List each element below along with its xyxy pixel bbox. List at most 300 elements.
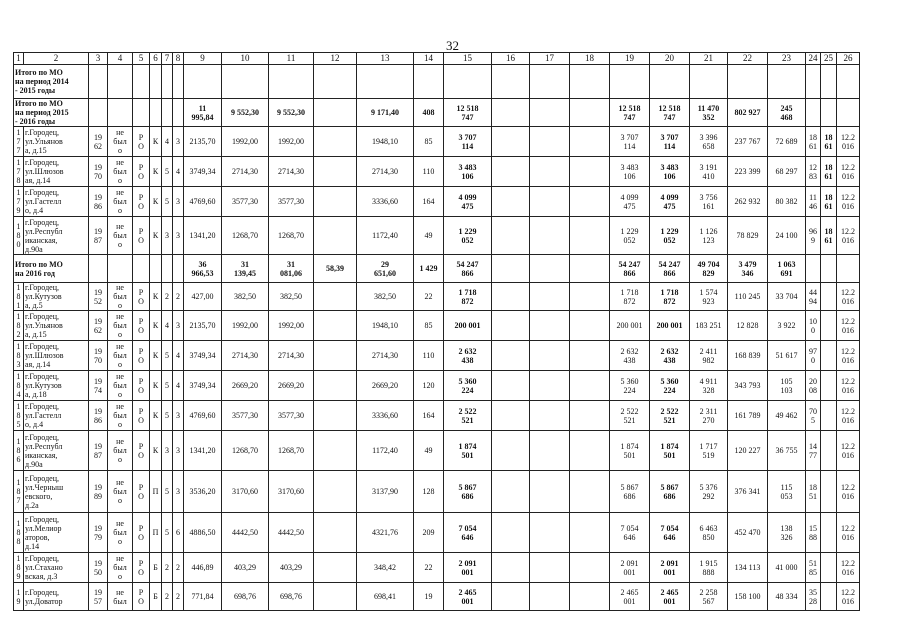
table-cell [821, 255, 837, 283]
header-cell: 3 [89, 53, 108, 65]
table-cell: 3 [173, 431, 184, 471]
table-cell: 2 522 521 [650, 401, 690, 431]
table-cell: 5 360 224 [650, 371, 690, 401]
table-cell: 1992,00 [222, 127, 269, 157]
table-cell: 3 [162, 217, 173, 255]
table-cell: 12.2 016 [837, 431, 860, 471]
table-cell: 4 099 475 [444, 187, 492, 217]
table-cell: 2 091 001 [610, 553, 650, 583]
table-cell [570, 187, 610, 217]
table-cell: 9 552,30 [222, 99, 269, 127]
table-cell: 3 [173, 471, 184, 513]
table-cell: г.Городец, ул.Республ иканская, д.90а [24, 431, 89, 471]
table-cell: К [150, 217, 162, 255]
table-cell: 2 091 001 [650, 553, 690, 583]
table-cell: 4 [162, 311, 173, 341]
table-cell: не был о [108, 283, 133, 311]
table-cell: 802 927 [728, 99, 768, 127]
table-cell: 3 396 658 [690, 127, 728, 157]
table-cell: 408 [414, 99, 444, 127]
table-cell [530, 217, 570, 255]
table-cell [108, 99, 133, 127]
table-cell: г.Городец, ул.Кутузов а, д.5 [24, 283, 89, 311]
table-cell: 446,89 [184, 553, 222, 583]
table-cell: 382,50 [222, 283, 269, 311]
table-cell [492, 431, 530, 471]
table-cell: Р О [133, 217, 150, 255]
table-cell: Р О [133, 341, 150, 371]
table-cell: Р О [133, 431, 150, 471]
table-cell: 19 86 [89, 187, 108, 217]
table-cell: не был о [108, 401, 133, 431]
table-cell: 1341,20 [184, 431, 222, 471]
table-cell [492, 311, 530, 341]
header-cell: 2 [24, 53, 89, 65]
table-cell: 54 247 866 [650, 255, 690, 283]
table-cell: 3336,60 [357, 401, 414, 431]
table-cell: 11 995,84 [184, 99, 222, 127]
table-cell: 19 52 [89, 283, 108, 311]
table-cell: не был о [108, 341, 133, 371]
table-cell: Р О [133, 127, 150, 157]
table-cell: К [150, 187, 162, 217]
table-cell [530, 513, 570, 553]
table-cell: 1992,00 [269, 311, 314, 341]
table-cell: 2 522 521 [444, 401, 492, 431]
table-cell: К [150, 431, 162, 471]
table-cell: г.Городец, ул.Кутузов а, д.18 [24, 371, 89, 401]
table-cell: 5 [162, 471, 173, 513]
table-cell [570, 471, 610, 513]
table-cell: 18 51 [806, 471, 821, 513]
table-cell: 3 479 346 [728, 255, 768, 283]
table-cell [162, 255, 173, 283]
table-cell: 110 245 [728, 283, 768, 311]
table-cell: 1 8 7 [14, 471, 24, 513]
table-cell [837, 99, 860, 127]
table-cell [444, 65, 492, 99]
table-cell: 19 89 [89, 471, 108, 513]
table-row [14, 371, 860, 401]
table-cell [492, 157, 530, 187]
table-cell: 9 552,30 [269, 99, 314, 127]
table-cell: 3137,90 [357, 471, 414, 513]
table-cell [269, 65, 314, 99]
table-cell [821, 513, 837, 553]
table-cell: 3336,60 [357, 187, 414, 217]
table-cell: г.Городец, ул.Ульянов а, д.15 [24, 127, 89, 157]
table-cell: 3 [173, 187, 184, 217]
table-cell [492, 553, 530, 583]
table-cell [821, 431, 837, 471]
table-cell: 5 [162, 157, 173, 187]
page-number: 32 [446, 38, 459, 53]
table-cell: 11 46 [806, 187, 821, 217]
table-cell: 85 [414, 127, 444, 157]
table-cell [133, 255, 150, 283]
table-cell: 343 793 [728, 371, 768, 401]
data-table [13, 52, 860, 611]
table-cell [530, 583, 570, 611]
table-cell: 2669,20 [222, 371, 269, 401]
table-cell: 12.2 016 [837, 157, 860, 187]
table-cell: г.Городец, ул.Мелиор аторов, д.14 [24, 513, 89, 553]
table-cell: 12.2 016 [837, 311, 860, 341]
table-cell: не был о [108, 371, 133, 401]
table-cell [570, 431, 610, 471]
table-cell: не был о [108, 471, 133, 513]
table-cell: 2 [173, 283, 184, 311]
table-cell: 12.2 016 [837, 341, 860, 371]
table-cell [108, 65, 133, 99]
table-cell: не был о [108, 217, 133, 255]
table-cell: 245 468 [768, 99, 806, 127]
header-cell: 15 [444, 53, 492, 65]
table-cell: не был о [108, 513, 133, 553]
table-cell: 2135,70 [184, 311, 222, 341]
table-cell: 12.2 016 [837, 583, 860, 611]
table-cell [314, 99, 357, 127]
table-cell: 3577,30 [269, 401, 314, 431]
table-cell [530, 471, 570, 513]
table-cell: Р О [133, 157, 150, 187]
table-cell: 2714,30 [269, 341, 314, 371]
table-cell: 18 61 [821, 127, 837, 157]
table-cell: 97 0 [806, 341, 821, 371]
table-cell [530, 341, 570, 371]
table-cell: 3 [173, 401, 184, 431]
table-cell: 2 411 982 [690, 341, 728, 371]
table-cell: 2 [162, 553, 173, 583]
table-cell [492, 513, 530, 553]
table-cell: 19 86 [89, 401, 108, 431]
table-cell: 1 718 872 [650, 283, 690, 311]
header-cell: 7 [162, 53, 173, 65]
table-cell: 24 100 [768, 217, 806, 255]
table-cell: 6 [173, 513, 184, 553]
table-cell [173, 99, 184, 127]
table-cell [570, 311, 610, 341]
table-cell [492, 471, 530, 513]
table-cell: 209 [414, 513, 444, 553]
table-cell [570, 401, 610, 431]
table-cell: 12.2 016 [837, 471, 860, 513]
table-cell: 120 227 [728, 431, 768, 471]
table-row [14, 187, 860, 217]
table-cell: г.Городец, ул.Республ иканская, д.90а [24, 217, 89, 255]
table-cell: 1 229 052 [444, 217, 492, 255]
table-cell: 698,41 [357, 583, 414, 611]
table-cell: 452 470 [728, 513, 768, 553]
table-cell: 5 360 224 [610, 371, 650, 401]
table-cell: 1992,00 [222, 311, 269, 341]
table-cell: 1 874 501 [650, 431, 690, 471]
table-cell [530, 255, 570, 283]
table-cell: 3 707 114 [444, 127, 492, 157]
table-cell: 1 8 8 [14, 513, 24, 553]
table-cell: К [150, 341, 162, 371]
header-cell: 23 [768, 53, 806, 65]
table-cell [173, 65, 184, 99]
table-cell: 200 001 [610, 311, 650, 341]
table-cell: 2 [173, 553, 184, 583]
table-cell [530, 127, 570, 157]
table-cell: Итого по МО на период 2015 - 2016 годы [14, 99, 89, 127]
table-cell: 31 139,45 [222, 255, 269, 283]
table-cell: Р О [133, 553, 150, 583]
table-cell: Р О [133, 471, 150, 513]
table-cell: 2 [162, 283, 173, 311]
table-cell: г.Городец, ул.Доватор [24, 583, 89, 611]
table-cell: П [150, 513, 162, 553]
table-cell [821, 99, 837, 127]
table-cell: 3 483 106 [650, 157, 690, 187]
table-cell: 22 [414, 553, 444, 583]
table-cell: 1 8 3 [14, 341, 24, 371]
table-cell [650, 65, 690, 99]
table-cell [414, 65, 444, 99]
table-cell: 2 311 270 [690, 401, 728, 431]
table-cell [492, 371, 530, 401]
header-cell: 25 [821, 53, 837, 65]
table-cell [570, 513, 610, 553]
table-cell: 2 632 438 [610, 341, 650, 371]
table-cell: 2135,70 [184, 127, 222, 157]
table-cell: 3 [173, 311, 184, 341]
table-cell: 19 70 [89, 341, 108, 371]
table-cell: 2 632 438 [444, 341, 492, 371]
header-cell: 14 [414, 53, 444, 65]
table-cell: 49 [414, 431, 444, 471]
table-cell: не был о [108, 157, 133, 187]
table-cell: 4442,50 [222, 513, 269, 553]
table-cell [314, 283, 357, 311]
table-row [14, 217, 860, 255]
table-cell [530, 99, 570, 127]
table-cell: 134 113 [728, 553, 768, 583]
table-cell: 2669,20 [357, 371, 414, 401]
header-cell: 22 [728, 53, 768, 65]
table-cell: 1268,70 [222, 431, 269, 471]
table-cell: 3 [173, 127, 184, 157]
table-cell: 183 251 [690, 311, 728, 341]
header-cell: 9 [184, 53, 222, 65]
table-cell: 18 61 [806, 127, 821, 157]
table-cell: не был о [108, 311, 133, 341]
table-cell [570, 553, 610, 583]
table-cell: 20 08 [806, 371, 821, 401]
table-cell: 14 77 [806, 431, 821, 471]
table-cell: 1 915 888 [690, 553, 728, 583]
table-cell [492, 283, 530, 311]
table-cell [837, 255, 860, 283]
table-cell: 4 911 328 [690, 371, 728, 401]
table-cell: 200 001 [444, 311, 492, 341]
table-cell: 18 61 [821, 217, 837, 255]
table-cell: 2 091 001 [444, 553, 492, 583]
table-cell: 5 376 292 [690, 471, 728, 513]
table-cell: 1 874 501 [610, 431, 650, 471]
table-cell: 5 [162, 371, 173, 401]
table-cell: г.Городец, ул.Стахано вская, д.3 [24, 553, 89, 583]
table-cell [570, 217, 610, 255]
table-cell: 36 966,53 [184, 255, 222, 283]
table-cell: 1 718 872 [610, 283, 650, 311]
table-cell: 29 651,60 [357, 255, 414, 283]
table-cell: 35 28 [806, 583, 821, 611]
table-cell: г.Городец, ул.Гастелл о, д.4 [24, 187, 89, 217]
table-cell: К [150, 157, 162, 187]
table-cell [570, 99, 610, 127]
table-cell: 1 8 2 [14, 311, 24, 341]
table-cell: 2 632 438 [650, 341, 690, 371]
table-cell: 72 689 [768, 127, 806, 157]
table-cell: 19 50 [89, 553, 108, 583]
table-cell [837, 65, 860, 99]
table-cell [821, 311, 837, 341]
table-row [14, 553, 860, 583]
table-cell: Б [150, 553, 162, 583]
table-cell: 12.2 016 [837, 371, 860, 401]
table-cell: 12.2 016 [837, 187, 860, 217]
table-cell: 1341,20 [184, 217, 222, 255]
table-cell [492, 341, 530, 371]
table-row [14, 157, 860, 187]
table-row [14, 513, 860, 553]
table-cell: 19 70 [89, 157, 108, 187]
table-cell: 4321,76 [357, 513, 414, 553]
table-cell [314, 217, 357, 255]
table-cell [150, 255, 162, 283]
table-cell: Р О [133, 371, 150, 401]
table-cell: 85 [414, 311, 444, 341]
table-cell [530, 371, 570, 401]
table-cell: г.Городец, ул.Гастелл о, д.4 [24, 401, 89, 431]
table-cell [570, 157, 610, 187]
table-cell: г.Городец, ул.Ульянов а, д.15 [24, 311, 89, 341]
table-cell [314, 513, 357, 553]
table-cell: 19 79 [89, 513, 108, 553]
table-cell [570, 583, 610, 611]
table-cell: 41 000 [768, 553, 806, 583]
table-cell: 698,76 [222, 583, 269, 611]
table-cell: 49 462 [768, 401, 806, 431]
table-cell [806, 65, 821, 99]
table-cell: К [150, 371, 162, 401]
table-cell [314, 341, 357, 371]
table-cell: 49 704 829 [690, 255, 728, 283]
table-cell: Р О [133, 583, 150, 611]
total-row [14, 255, 860, 283]
table-cell: 3577,30 [269, 187, 314, 217]
table-row [14, 431, 860, 471]
table-cell: 7 054 646 [444, 513, 492, 553]
header-cell: 6 [150, 53, 162, 65]
table-cell: 1 063 691 [768, 255, 806, 283]
table-cell [89, 65, 108, 99]
table-cell: 3 [162, 431, 173, 471]
table-cell [821, 471, 837, 513]
table-cell: 4 099 475 [610, 187, 650, 217]
table-cell: 1 718 872 [444, 283, 492, 311]
table-cell: 3 922 [768, 311, 806, 341]
table-cell: 12 518 747 [444, 99, 492, 127]
table-cell: 376 341 [728, 471, 768, 513]
table-cell: 12 518 747 [610, 99, 650, 127]
table-cell [821, 283, 837, 311]
table-cell: 31 081,06 [269, 255, 314, 283]
table-cell [690, 65, 728, 99]
table-cell [162, 65, 173, 99]
table-cell: 4769,60 [184, 187, 222, 217]
table-cell: Р О [133, 513, 150, 553]
table-cell: 11 470 352 [690, 99, 728, 127]
table-cell [821, 371, 837, 401]
table-cell: 1 8 5 [14, 401, 24, 431]
table-cell [314, 471, 357, 513]
table-cell [314, 553, 357, 583]
header-cell: 26 [837, 53, 860, 65]
table-cell [530, 553, 570, 583]
table-cell: 2 465 001 [650, 583, 690, 611]
table-cell [570, 371, 610, 401]
table-cell: Р О [133, 283, 150, 311]
table-cell: 18 61 [821, 157, 837, 187]
table-cell: 237 767 [728, 127, 768, 157]
table-cell: 1 8 0 [14, 217, 24, 255]
table-cell: 3 756 161 [690, 187, 728, 217]
table-cell [570, 65, 610, 99]
table-cell [610, 65, 650, 99]
table-cell [821, 583, 837, 611]
table-cell: 4769,60 [184, 401, 222, 431]
table-cell [821, 401, 837, 431]
table-cell [570, 127, 610, 157]
table-cell: 110 [414, 157, 444, 187]
table-row [14, 311, 860, 341]
table-cell: 164 [414, 401, 444, 431]
table-cell: 19 74 [89, 371, 108, 401]
table-cell [314, 65, 357, 99]
header-cell: 24 [806, 53, 821, 65]
table-cell: 1 126 123 [690, 217, 728, 255]
table-cell: 3536,20 [184, 471, 222, 513]
table-cell: 1 429 [414, 255, 444, 283]
table-cell: 1172,40 [357, 217, 414, 255]
table-cell: 138 326 [768, 513, 806, 553]
table-cell: 3 707 114 [650, 127, 690, 157]
table-cell [530, 311, 570, 341]
table-cell: Р О [133, 311, 150, 341]
table-cell: 44 94 [806, 283, 821, 311]
table-cell: 6 463 850 [690, 513, 728, 553]
table-cell: 5 [162, 341, 173, 371]
table-cell: 12 828 [728, 311, 768, 341]
table-cell: 771,84 [184, 583, 222, 611]
table-cell [314, 401, 357, 431]
table-cell [150, 65, 162, 99]
table-cell: 382,50 [269, 283, 314, 311]
table-cell: 2669,20 [269, 371, 314, 401]
table-cell: 15 88 [806, 513, 821, 553]
header-cell: 16 [492, 53, 530, 65]
table-cell: 19 [414, 583, 444, 611]
table-cell: 12.2 016 [837, 127, 860, 157]
table-row [14, 341, 860, 371]
table-cell: 3 707 114 [610, 127, 650, 157]
table-cell: 382,50 [357, 283, 414, 311]
table-cell: 1 8 1 [14, 283, 24, 311]
